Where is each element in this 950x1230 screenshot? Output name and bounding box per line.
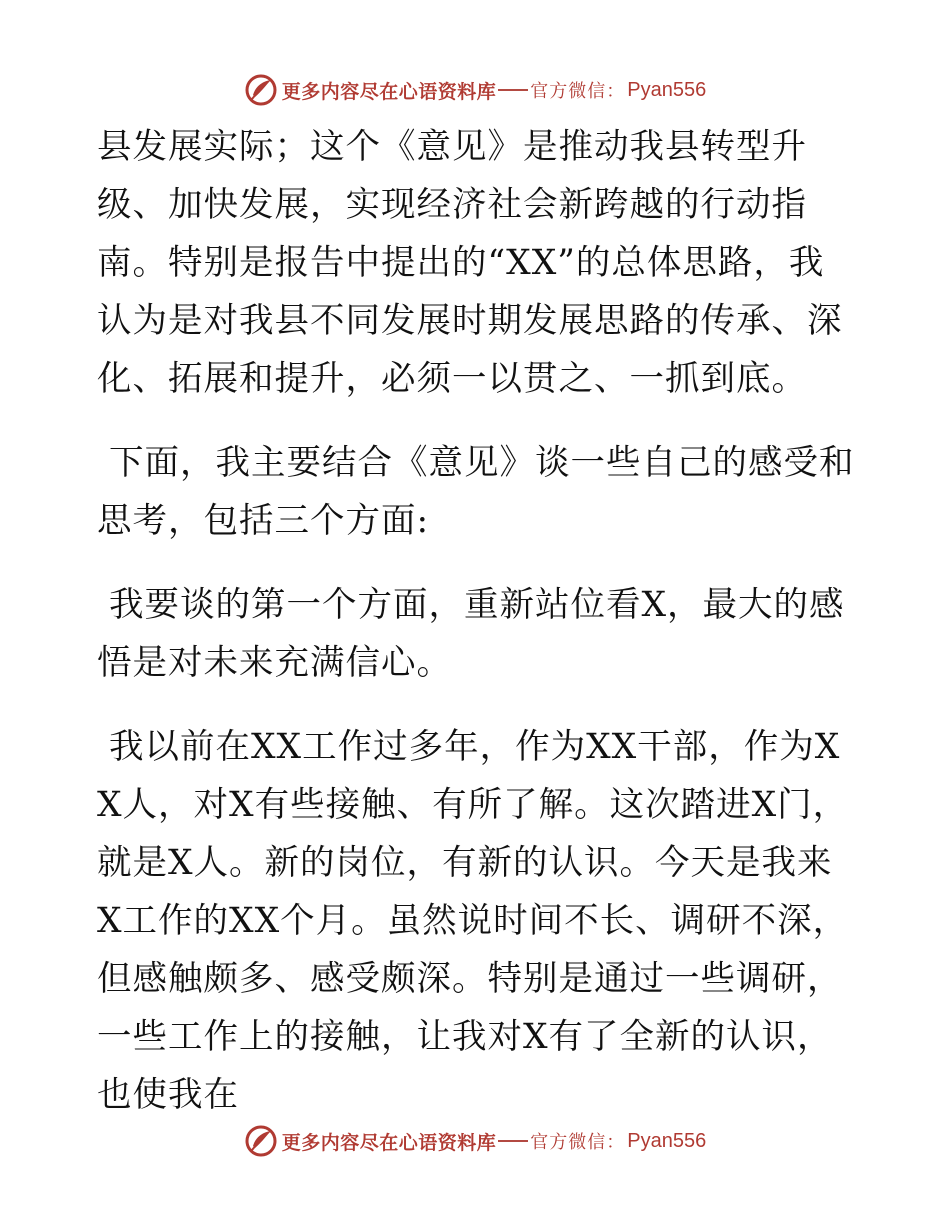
brand-seal-logo-icon bbox=[244, 1124, 278, 1158]
paragraph-2: 下面，我主要结合《意见》谈一些自己的感受和思考，包括三个方面: bbox=[97, 443, 855, 541]
footer-wechat-id: Pyan556 bbox=[627, 1129, 707, 1152]
header-wechat-label: 官方微信： bbox=[530, 81, 626, 102]
header-wechat-id: Pyan556 bbox=[627, 78, 707, 101]
brand-seal-logo-icon bbox=[244, 73, 278, 107]
paragraph-4: 我以前在XX工作过多年，作为XX干部，作为XX人，对X有些接触、有所了解。这次踏进X门，就是X人。新的岗位，有新的认识。今天是我来X工作的XX个月。虽然说时间不长、调研不深，但感触颇多、感受颇深。特别是通过一些调研，一些工作上的接触，让我对X有了全新的认识，也使我在 bbox=[97, 727, 849, 1115]
footer-dash bbox=[498, 1140, 528, 1142]
footer-banner bbox=[0, 1121, 950, 1161]
header-site-text: 更多内容尽在心语资料库 bbox=[281, 80, 497, 103]
footer-wechat-label: 官方微信： bbox=[530, 1132, 626, 1153]
header-banner bbox=[0, 70, 950, 110]
paragraph-3: 我要谈的第一个方面，重新站位看X，最大的感悟是对未来充满信心。 bbox=[97, 585, 845, 683]
header-dash bbox=[498, 89, 528, 91]
document-body bbox=[97, 118, 857, 1150]
paragraph-1: 县发展实际；这个《意见》是推动我县转型升级、加快发展，实现经济社会新跨越的行动指南。特别是报告中提出的“XX”的总体思路，我认为是对我县不同发展时期发展思路的传承、深化、拓展和提升，必须一以贯之、一抓到底。 bbox=[97, 127, 843, 399]
footer-site-text: 更多内容尽在心语资料库 bbox=[281, 1131, 497, 1154]
